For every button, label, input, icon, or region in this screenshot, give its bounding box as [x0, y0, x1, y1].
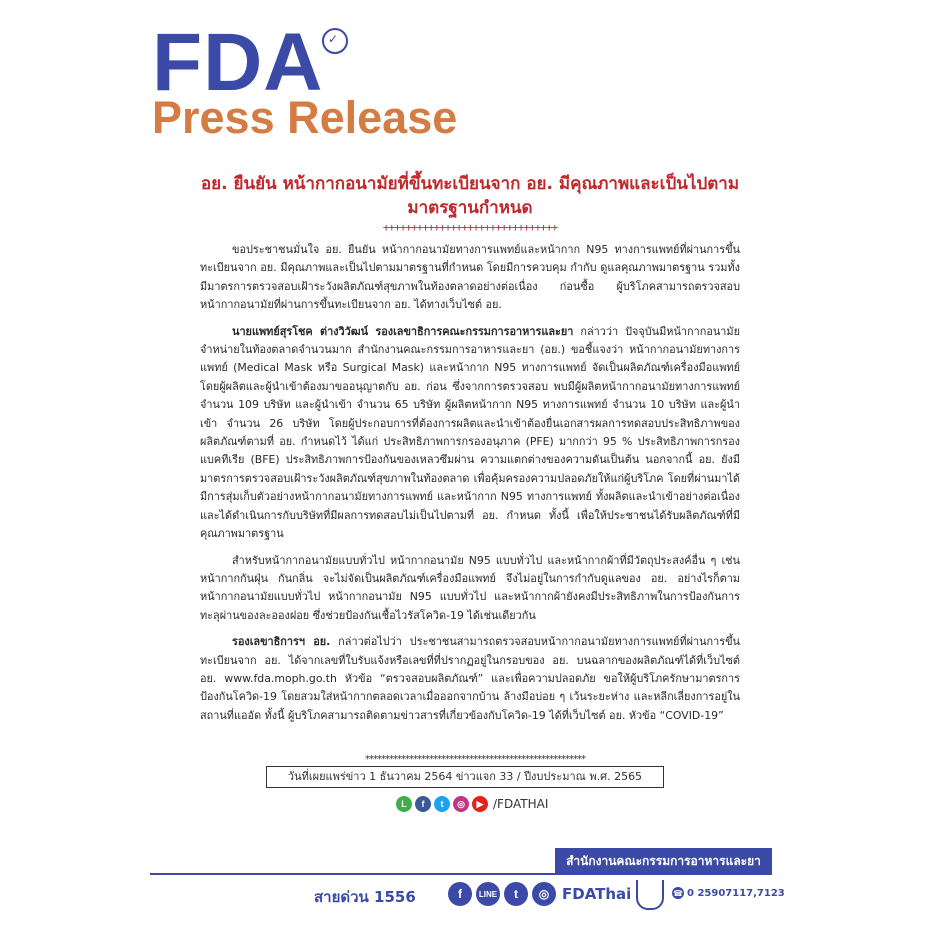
agency-name-bar: สำนักงานคณะกรรมการอาหารและยา: [555, 848, 772, 874]
fda-seal-icon: ✓: [322, 28, 348, 54]
speaker-title: รองเลขาธิการฯ อย.: [232, 635, 331, 649]
instagram-icon[interactable]: ◎: [532, 882, 556, 906]
paragraph-4: [200, 633, 740, 725]
phone-number[interactable]: 0 25907117,7123: [687, 887, 785, 899]
headline-line2: มาตรฐานกำหนด: [407, 198, 533, 218]
fda-logo: FDA: [152, 17, 324, 108]
social-handle[interactable]: /FDATHAI: [493, 797, 549, 811]
line-icon[interactable]: L: [396, 796, 412, 812]
headline: [150, 172, 790, 220]
fda-emblem-icon: [636, 880, 664, 910]
phone-icon: ☎: [673, 888, 683, 898]
paragraph-3: สำหรับหน้ากากอนามัยแบบทั่วไป หน้ากากอนามัย N95 แบบทั่วไป และหน้ากากผ้าที่มีวัตถุประสงค์อื่น ๆ เช่น หน้ากากกันฝุ่น กันกลิ่น จะไม่จัดเป็นผลิตภัณฑ์เครื่องมือแพทย์ จึงไม่อยู่ในการกำกับดูแลของ อย. อย่างไรก็ตาม หน้ากากอนามัยแบบทั่วไป หน้ากากอนามัย N95 แบบทั่วไป และหน้ากากผ้ายังคงมีประสิทธิภาพในการป้องกันการทะลุผ่านของละอองฝอย ซึ่งช่วยป้องกันเชื้อไวรัสโควิด-19 ได้เช่นเดียวกัน: [200, 553, 740, 622]
speaker-name: นายแพทย์สุรโชค ต่างวิวัฒน์ รองเลขาธิการคณะกรรมการอาหารและยา: [232, 324, 574, 338]
instagram-icon[interactable]: ◎: [453, 796, 469, 812]
headline-divider: +++++++++++++++++++++++++++++++: [382, 221, 558, 234]
paragraph-1: ขอประชาชนมั่นใจ อย. ยืนยัน หน้ากากอนามัยทางการแพทย์และหน้ากาก N95 ทางการแพทย์ที่ผ่านการขึ้นทะเบียนจาก อย. มีคุณภาพและเป็นไปตามมาตรฐานที่กำหนด โดยมีการควบคุม กำกับ ดูแลคุณภาพมาตรฐาน รวมทั้งมีมาตรการตรวจสอบเฝ้าระวังผลิตภัณฑ์สุขภาพในท้องตลาดอย่างต่อเนื่อง ก่อนซื้อ ผู้บริโภคสามารถตรวจสอบหน้ากากอนามัยที่ผ่านการขึ้นทะเบียนจาก อย. ได้ทางเว็บไซต์ อย.: [200, 243, 740, 312]
line-icon[interactable]: LINE: [476, 882, 500, 906]
footer-social: [448, 882, 631, 906]
hotline: สายด่วน 1556: [314, 888, 416, 906]
footer-line: [150, 873, 772, 875]
youtube-icon[interactable]: ▶: [472, 796, 488, 812]
paragraph-2-text: กล่าวว่า ปัจจุบันมีหน้ากากอนามัยจำหน่ายในท้องตลาดจำนวนมาก สำนักงานคณะกรรมการอาหารและยา (อย.) ขอชี้แจงว่า หน้ากากอนามัยทางการแพทย์ (Medical Mask หรือ Surgical Mask) และหน้ากาก N95 ทางการแพทย์ จัดเป็นผลิตภัณฑ์เครื่องมือแพทย์ โดยผู้ผลิตและผู้นำเข้าต้องมาขออนุญาตกับ อย. ก่อน ซึ่งจากการตรวจสอบ พบมีผู้ผลิตหน้ากากอนามัยทางการแพทย์ จำนวน 109 บริษัท และผู้นำเข้า จำนวน 65 บริษัท ผู้ผลิตหน้ากาก N95 ทางการแพทย์ จำนวน 10 บริษัท และผู้นำเข้า จำนวน 26 บริษัท โดยผู้ประกอบการที่ต้องการผลิตและนำเข้าต้องยื่นเอกสารผลการทดสอบประสิทธิภาพของผลิตภัณฑ์ตามที่ อย. กำหนดไว้ ได้แก่ ประสิทธิภาพการกรองอนุภาค (PFE) มากกว่า 95 % ประสิทธิภาพการกรองแบคทีเรีย (BFE) ประสิทธิภาพการป้องกันของเหลวซึมผ่าน ความแตกต่างของความดันเป็นต้น นอกจากนี้ อย. ยังมีมาตรการตรวจสอบเฝ้าระวังผลิตภัณฑ์สุขภาพในท้องตลาด เพื่อคุ้มครองความปลอดภัยให้แก่ผู้บริโภค โดยที่ผ่านมาได้มีการสุ่มเก็บตัวอย่างหน้ากากอนามัยทางการแพทย์ และหน้ากาก N95 ทางการแพทย์ ทั้งผลิตและนำเข้าอย่างต่อเนื่อง และได้ดำเนินการกับบริษัทที่มีผลการทดสอบไม่เป็นไปตามที่ อย. กำหนด ทั้งนี้ เพื่อให้ประชาชนได้รับผลิตภัณฑ์ที่มีคุณภาพมาตรฐาน: [200, 324, 740, 541]
headline-line1: อย. ยืนยัน หน้ากากอนามัยที่ขึ้นทะเบียนจาก อย. มีคุณภาพและเป็นไปตาม: [200, 174, 740, 194]
press-release-logo: Press Release: [152, 92, 458, 143]
fda-handle[interactable]: FDAThai: [562, 885, 632, 903]
social-row: [396, 796, 548, 812]
article-body: [200, 241, 740, 733]
twitter-icon[interactable]: t: [504, 882, 528, 906]
star-divider: *******************************************************: [365, 754, 585, 765]
phone-box: [672, 887, 785, 899]
paragraph-2: [200, 323, 740, 544]
facebook-icon[interactable]: f: [415, 796, 431, 812]
facebook-icon[interactable]: f: [448, 882, 472, 906]
paragraph-4-text: กล่าวต่อไปว่า ประชาชนสามารถตรวจสอบหน้ากากอนามัยทางการแพทย์ที่ผ่านการขึ้นทะเบียนจาก อย. ได้จากเลขที่ใบรับแจ้งหรือเลขที่ที่ปรากฏอยู่ในกรอบของ อย. บนฉลากของผลิตภัณฑ์ได้ที่เว็บไซต์ อย. www.fda.moph.go.th หัวข้อ “ตรวจสอบผลิตภัณฑ์” และเพื่อความปลอดภัย ขอให้ผู้บริโภครักษามาตรการป้องกันโควิด-19 โดยสวมใส่หน้ากากตลอดเวลาเมื่อออกจากบ้าน ล้างมือบ่อย ๆ เว้นระยะห่าง และหลีกเลี่ยงการอยู่ในสถานที่แออัด ทั้งนี้ ผู้บริโภคสามารถติดตามข่าวสารที่เกี่ยวข้องกับโควิด-19 ได้ที่เว็บไซต์ อย. หัวข้อ “COVID-19”: [200, 635, 740, 722]
release-date-box: วันที่เผยแพร่ข่าว 1 ธันวาคม 2564 ข่าวแจก 33 / ปีงบประมาณ พ.ศ. 2565: [266, 766, 664, 788]
twitter-icon[interactable]: t: [434, 796, 450, 812]
